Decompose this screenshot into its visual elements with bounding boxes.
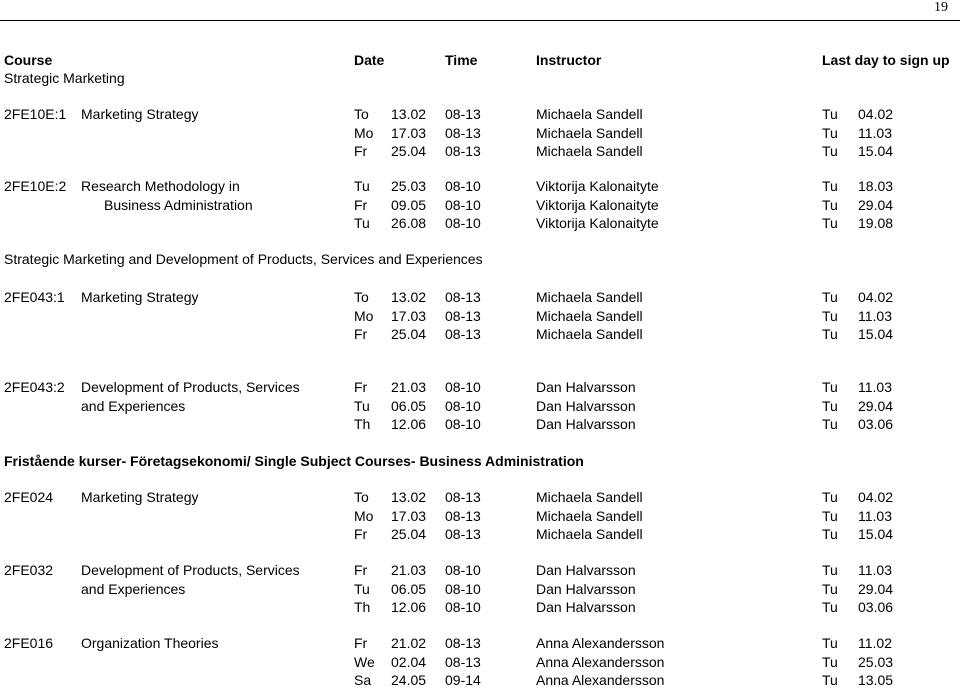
course-name: Marketing Strategy	[81, 489, 199, 505]
session-day: Th	[354, 416, 371, 432]
section-title-fristaende: Fristående kurser- Företagsekonomi/ Single Subject Courses- Business Administration	[4, 453, 584, 469]
signup-day: Tu	[822, 416, 838, 432]
signup-date: 04.02	[858, 289, 894, 305]
signup-date: 04.02	[858, 106, 894, 122]
section-subtitle: Strategic Marketing	[4, 70, 125, 86]
session-time: 08-13	[445, 143, 481, 159]
signup-day: Tu	[822, 289, 838, 305]
session-time: 08-10	[445, 215, 481, 231]
session-time: 08-10	[445, 581, 481, 597]
session-time: 08-13	[445, 308, 481, 324]
signup-day: Tu	[822, 599, 838, 615]
course-code: 2FE043:1	[4, 289, 65, 305]
session-day: Fr	[354, 197, 368, 213]
session-day: Fr	[354, 326, 368, 342]
signup-date: 03.06	[858, 599, 894, 615]
session-instructor: Anna Alexandersson	[536, 654, 665, 670]
course-name: Research Methodology in	[81, 178, 240, 194]
session-day: To	[354, 489, 369, 505]
session-instructor: Michaela Sandell	[536, 125, 643, 141]
section-title-smd: Strategic Marketing and Development of Products, Services and Experiences	[4, 251, 483, 267]
session-date: 02.04	[391, 654, 427, 670]
session-date: 21.03	[391, 562, 427, 578]
session-date: 25.04	[391, 526, 427, 542]
signup-day: Tu	[822, 308, 838, 324]
session-time: 08-10	[445, 178, 481, 194]
column-header-course: Course	[4, 52, 53, 68]
session-date: 21.03	[391, 379, 427, 395]
signup-day: Tu	[822, 508, 838, 524]
signup-date: 11.03	[858, 562, 892, 578]
signup-date: 15.04	[858, 143, 894, 159]
course-name: Marketing Strategy	[81, 106, 199, 122]
session-day: To	[354, 106, 369, 122]
session-date: 13.02	[391, 489, 427, 505]
course-name: and Experiences	[81, 397, 186, 414]
signup-date: 29.04	[858, 197, 894, 213]
column-header-last-day: Last day to sign up	[822, 52, 950, 68]
session-instructor: Michaela Sandell	[536, 526, 643, 542]
session-instructor: Michaela Sandell	[536, 143, 643, 159]
session-date: 12.06	[391, 416, 427, 432]
session-day: Fr	[354, 526, 368, 542]
session-time: 09-14	[445, 672, 481, 688]
signup-day: Tu	[822, 326, 838, 342]
signup-date: 18.03	[858, 178, 894, 194]
session-date: 25.04	[391, 143, 427, 159]
course-name: and Experiences	[81, 580, 186, 597]
session-time: 08-13	[445, 508, 481, 524]
session-date: 13.02	[391, 289, 427, 305]
session-time: 08-10	[445, 562, 481, 578]
session-instructor: Viktorija Kalonaityte	[536, 178, 659, 194]
signup-day: Tu	[822, 581, 838, 597]
session-instructor: Michaela Sandell	[536, 106, 643, 122]
session-time: 08-10	[445, 197, 481, 213]
signup-date: 15.04	[858, 326, 894, 342]
column-header-time: Time	[445, 52, 478, 68]
signup-day: Tu	[822, 654, 838, 670]
session-date: 21.02	[391, 635, 427, 651]
session-time: 08-13	[445, 489, 481, 505]
session-instructor: Viktorija Kalonaityte	[536, 215, 659, 231]
session-time: 08-13	[445, 106, 481, 122]
signup-day: Tu	[822, 379, 838, 395]
signup-day: Tu	[822, 197, 838, 213]
course-code: 2FE032	[4, 562, 54, 578]
signup-day: Tu	[822, 526, 838, 542]
session-time: 08-10	[445, 416, 481, 432]
signup-date: 11.03	[858, 379, 892, 395]
session-day: Mo	[354, 125, 374, 141]
page-number: 19	[934, 0, 948, 15]
course-name: Business Administration	[104, 196, 253, 213]
session-instructor: Anna Alexandersson	[536, 635, 665, 651]
session-instructor: Anna Alexandersson	[536, 672, 665, 688]
course-name: Development of Products, Services	[81, 379, 300, 395]
signup-date: 13.05	[858, 672, 894, 688]
session-day: Tu	[354, 215, 370, 231]
course-name: Development of Products, Services	[81, 562, 300, 578]
session-date: 24.05	[391, 672, 427, 688]
signup-date: 29.04	[858, 398, 894, 414]
signup-date: 25.03	[858, 654, 894, 670]
signup-day: Tu	[822, 562, 838, 578]
session-instructor: Dan Halvarsson	[536, 398, 636, 414]
column-header-date: Date	[354, 52, 385, 68]
signup-day: Tu	[822, 489, 838, 505]
signup-date: 15.04	[858, 526, 894, 542]
session-date: 06.05	[391, 581, 427, 597]
signup-day: Tu	[822, 398, 838, 414]
signup-day: Tu	[822, 106, 838, 122]
session-date: 09.05	[391, 197, 427, 213]
session-instructor: Dan Halvarsson	[536, 581, 636, 597]
session-instructor: Viktorija Kalonaityte	[536, 197, 659, 213]
session-date: 13.02	[391, 106, 427, 122]
signup-date: 29.04	[858, 581, 894, 597]
session-day: Fr	[354, 379, 368, 395]
session-instructor: Dan Halvarsson	[536, 562, 636, 578]
signup-date: 19.08	[858, 215, 894, 231]
session-day: Fr	[354, 635, 368, 651]
session-day: To	[354, 289, 369, 305]
signup-day: Tu	[822, 125, 838, 141]
signup-day: Tu	[822, 178, 838, 194]
course-code: 2FE043:2	[4, 379, 65, 395]
course-code: 2FE10E:1	[4, 106, 67, 122]
course-name: Organization Theories	[81, 635, 219, 651]
session-day: Mo	[354, 508, 374, 524]
signup-date: 11.03	[858, 308, 892, 324]
session-day: Th	[354, 599, 371, 615]
session-date: 12.06	[391, 599, 427, 615]
signup-date: 11.02	[858, 635, 892, 651]
session-instructor: Dan Halvarsson	[536, 379, 636, 395]
session-date: 25.04	[391, 326, 427, 342]
session-instructor: Michaela Sandell	[536, 308, 643, 324]
signup-date: 04.02	[858, 489, 894, 505]
session-instructor: Michaela Sandell	[536, 508, 643, 524]
session-time: 08-13	[445, 526, 481, 542]
signup-day: Tu	[822, 635, 838, 651]
session-instructor: Michaela Sandell	[536, 289, 643, 305]
session-time: 08-13	[445, 635, 481, 651]
session-date: 26.08	[391, 215, 427, 231]
session-date: 17.03	[391, 508, 427, 524]
signup-day: Tu	[822, 215, 838, 231]
signup-day: Tu	[822, 143, 838, 159]
session-time: 08-13	[445, 326, 481, 342]
session-date: 06.05	[391, 398, 427, 414]
session-date: 17.03	[391, 125, 427, 141]
session-time: 08-13	[445, 654, 481, 670]
session-time: 08-13	[445, 125, 481, 141]
session-day: Tu	[354, 178, 370, 194]
header-rule	[0, 20, 960, 21]
session-time: 08-10	[445, 599, 481, 615]
session-day: We	[354, 654, 375, 670]
session-time: 08-13	[445, 289, 481, 305]
course-name: Marketing Strategy	[81, 289, 199, 305]
session-instructor: Dan Halvarsson	[536, 599, 636, 615]
signup-day: Tu	[822, 672, 838, 688]
session-day: Fr	[354, 143, 368, 159]
course-code: 2FE016	[4, 635, 54, 651]
course-code: 2FE10E:2	[4, 178, 67, 194]
session-day: Mo	[354, 308, 374, 324]
signup-date: 11.03	[858, 508, 892, 524]
signup-date: 11.03	[858, 125, 892, 141]
column-header-instructor: Instructor	[536, 52, 602, 68]
session-instructor: Dan Halvarsson	[536, 416, 636, 432]
session-day: Tu	[354, 398, 370, 414]
session-date: 17.03	[391, 308, 427, 324]
session-day: Tu	[354, 581, 370, 597]
session-day: Fr	[354, 562, 368, 578]
course-code: 2FE024	[4, 489, 54, 505]
session-day: Sa	[354, 672, 372, 688]
session-instructor: Michaela Sandell	[536, 489, 643, 505]
session-date: 25.03	[391, 178, 427, 194]
session-time: 08-10	[445, 379, 481, 395]
signup-date: 03.06	[858, 416, 894, 432]
session-instructor: Michaela Sandell	[536, 326, 643, 342]
session-time: 08-10	[445, 398, 481, 414]
